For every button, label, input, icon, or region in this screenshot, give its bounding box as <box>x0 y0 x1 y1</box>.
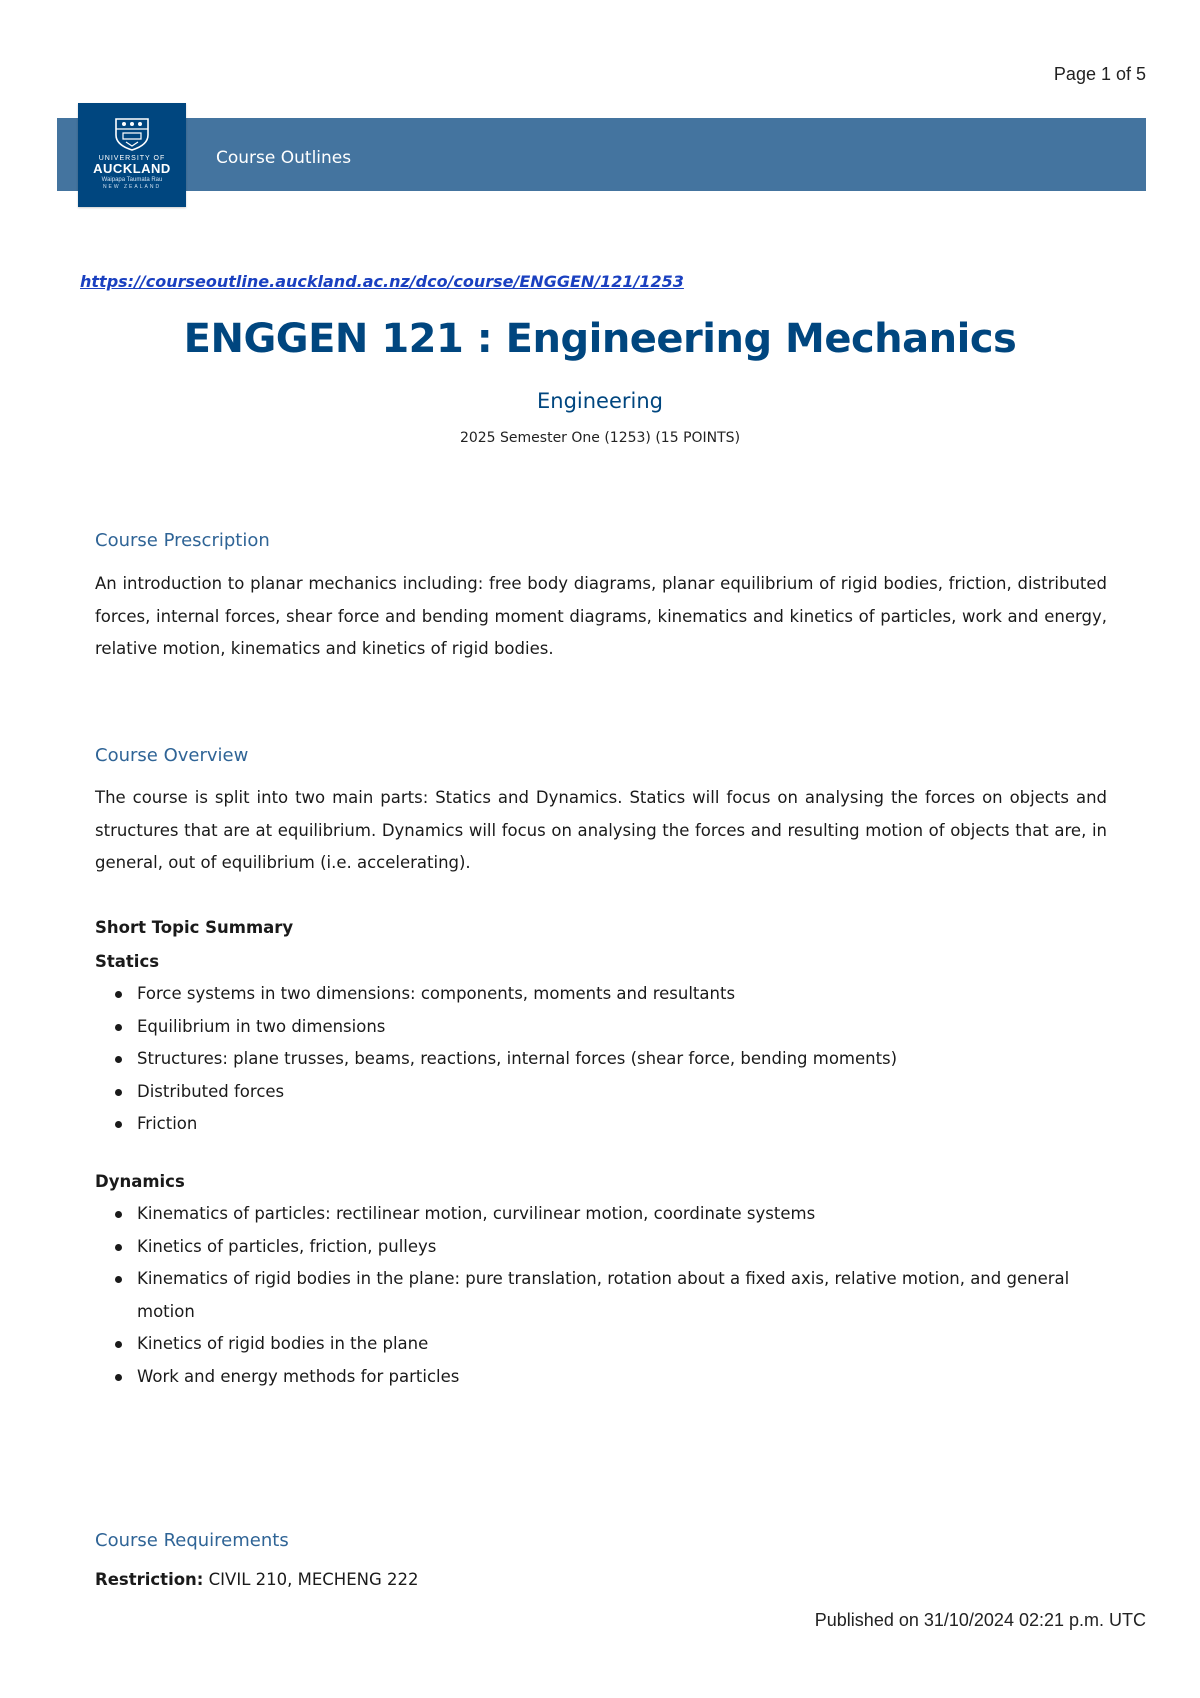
list-item-text: Force systems in two dimensions: components, moments and resultants <box>137 984 736 1003</box>
restriction-value: CIVIL 210, MECHENG 222 <box>208 1570 419 1589</box>
list-item <box>95 978 1107 1011</box>
summary-heading: Short Topic Summary <box>95 918 294 937</box>
list-item <box>95 1076 1107 1109</box>
faculty-name: Engineering <box>537 389 663 413</box>
list-item <box>95 1198 1107 1231</box>
bullet-icon <box>115 1211 122 1218</box>
dynamics-heading: Dynamics <box>95 1172 185 1191</box>
logo-line-4: NEW ZEALAND <box>102 184 162 190</box>
bullet-icon <box>115 1121 122 1128</box>
list-item <box>95 1043 1107 1076</box>
restriction-label: Restriction: <box>95 1570 204 1589</box>
overview-text: The course is split into two main parts: Statics and Dynamics. Statics will focus on analysing the forces on objects and structures that are at equilibrium. Dynamics will focus on analysing the forces and resulting motion of objects that are, in general, out of equilibrium (i.e. accelerating). <box>95 788 1107 872</box>
crest-icon <box>112 117 152 151</box>
published-date: Published on 31/10/2024 02:21 p.m. UTC <box>814 1610 1146 1630</box>
list-item-text: Distributed forces <box>137 1081 285 1101</box>
logo-line-1: UNIVERSITY OF <box>98 155 166 162</box>
bullet-icon <box>115 1276 122 1283</box>
list-item-text: Structures: plane trusses, beams, reactions, internal forces (shear force, bending moments) <box>137 1049 898 1068</box>
list-item <box>95 1361 1107 1394</box>
list-item-text: Kinematics of particles: rectilinear motion, curvilinear motion, coordinate systems <box>137 1204 816 1223</box>
bullet-icon <box>115 1374 122 1381</box>
bullet-icon <box>115 991 122 998</box>
requirements-heading: Course Requirements <box>95 1530 289 1551</box>
bullet-icon <box>115 1089 122 1096</box>
dynamics-list <box>95 1198 1107 1393</box>
list-item <box>95 1263 1107 1328</box>
course-url-link[interactable]: https://courseoutline.auckland.ac.nz/dco/course/ENGGEN/121/1253 <box>80 272 684 291</box>
statics-heading: Statics <box>95 952 160 971</box>
logo-line-2: AUCKLAND <box>93 161 171 176</box>
overview-heading: Course Overview <box>95 745 249 766</box>
bullet-icon <box>115 1244 122 1251</box>
page-indicator: Page 1 of 5 <box>1053 64 1146 84</box>
logo-line-3: Waipapa Taumata Rau <box>101 177 163 183</box>
list-item-text: Work and energy methods for particles <box>137 1366 460 1386</box>
prescription-heading: Course Prescription <box>95 530 270 551</box>
list-item-text: Kinematics of rigid bodies in the plane: pure translation, rotation about a fixed axis, relative motion, and general motion <box>137 1269 1070 1321</box>
university-logo[interactable] <box>78 103 186 207</box>
list-item <box>95 1108 1107 1141</box>
list-item <box>95 1328 1107 1361</box>
statics-list <box>95 978 1107 1141</box>
bullet-icon <box>115 1341 122 1348</box>
list-item-text: Kinetics of rigid bodies in the plane <box>137 1334 429 1353</box>
list-item-text: Friction <box>137 1114 198 1133</box>
list-item-text: Kinetics of particles, friction, pulleys <box>137 1236 437 1256</box>
bullet-icon <box>115 1024 122 1031</box>
list-item <box>95 1011 1107 1044</box>
restriction-line <box>95 1570 419 1589</box>
page-title: ENGGEN 121 : Engineering Mechanics <box>183 316 1017 362</box>
prescription-text: An introduction to planar mechanics including: free body diagrams, planar equilibrium of rigid bodies, friction, distributed forces, internal forces, shear force and bending moment diagrams, kinematics and kinetics of particles, work and energy, relative motion, kinematics and kinetics of rigid bodies. <box>95 574 1107 658</box>
banner-title[interactable]: Course Outlines <box>216 148 352 168</box>
semester-info: 2025 Semester One (1253) (15 POINTS) <box>459 430 741 446</box>
list-item-text: Equilibrium in two dimensions <box>137 1016 386 1036</box>
list-item <box>95 1231 1107 1264</box>
bullet-icon <box>115 1056 122 1063</box>
